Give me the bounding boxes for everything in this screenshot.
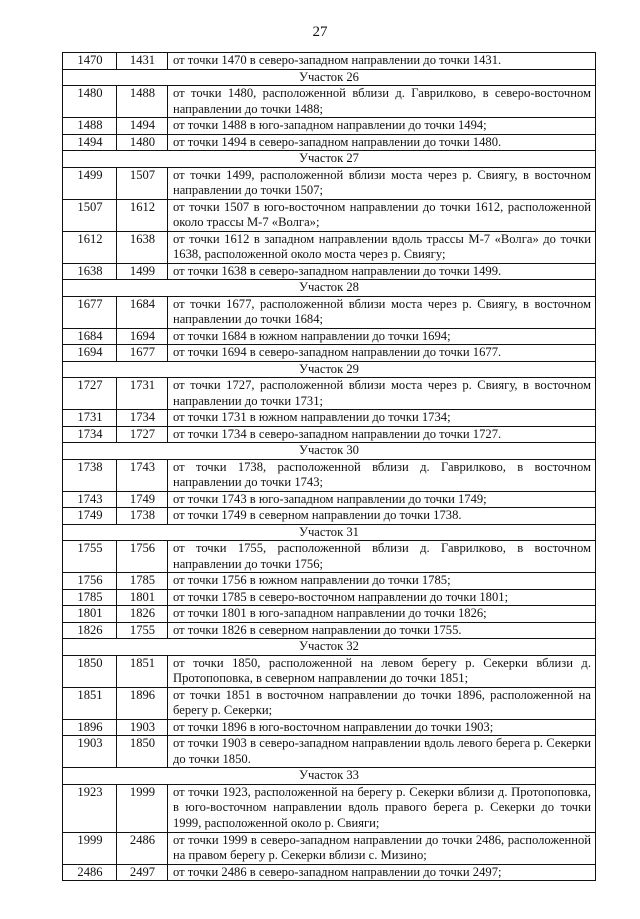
route-description-cell: от точки 1731 в южном направлении до точки 1734;: [168, 410, 596, 427]
from-point-cell: 1499: [63, 167, 117, 199]
table-row: [63, 410, 596, 427]
to-point-cell: 1756: [117, 541, 168, 573]
to-point-cell: 1431: [117, 53, 168, 70]
table-row: [63, 118, 596, 135]
section-header-row: [63, 151, 596, 168]
to-point-cell: 1488: [117, 86, 168, 118]
to-point-cell: 1785: [117, 573, 168, 590]
from-point-cell: 1850: [63, 655, 117, 687]
table-row: [63, 167, 596, 199]
table-row: [63, 459, 596, 491]
to-point-cell: 1499: [117, 263, 168, 280]
from-point-cell: 1785: [63, 589, 117, 606]
to-point-cell: 1801: [117, 589, 168, 606]
to-point-cell: 1826: [117, 606, 168, 623]
section-title: Участок 32: [63, 639, 596, 656]
route-description-cell: от точки 1684 в южном направлении до точки 1694;: [168, 328, 596, 345]
route-description-cell: от точки 1727, расположенной вблизи моста через р. Свиягу, в восточном направлении до точки 1731;: [168, 378, 596, 410]
route-description-cell: от точки 1734 в северо-западном направлении до точки 1727.: [168, 426, 596, 443]
to-point-cell: 1850: [117, 736, 168, 768]
to-point-cell: 1694: [117, 328, 168, 345]
table-row: [63, 864, 596, 881]
route-description-cell: от точки 1999 в северо-западном направлении до точки 2486, расположенной на правом берегу р. Секерки вблизи с. Мизино;: [168, 832, 596, 864]
table-row: [63, 784, 596, 832]
route-description-cell: от точки 1694 в северо-западном направлении до точки 1677.: [168, 345, 596, 362]
from-point-cell: 1734: [63, 426, 117, 443]
from-point-cell: 1738: [63, 459, 117, 491]
table-row: [63, 687, 596, 719]
section-title: Участок 30: [63, 443, 596, 460]
to-point-cell: 1677: [117, 345, 168, 362]
route-description-cell: от точки 1499, расположенной вблизи моста через р. Свиягу, в восточном направлении до точки 1507;: [168, 167, 596, 199]
route-description-cell: от точки 1480, расположенной вблизи д. Гаврилково, в северо-восточном направлении до точки 1488;: [168, 86, 596, 118]
from-point-cell: 1999: [63, 832, 117, 864]
route-description-cell: от точки 2486 в северо-западном направлении до точки 2497;: [168, 864, 596, 881]
from-point-cell: 2486: [63, 864, 117, 881]
table-row: [63, 378, 596, 410]
from-point-cell: 1749: [63, 508, 117, 525]
table-row: [63, 199, 596, 231]
section-header-row: [63, 443, 596, 460]
from-point-cell: 1743: [63, 491, 117, 508]
table-row: [63, 263, 596, 280]
route-description-cell: от точки 1851 в восточном направлении до точки 1896, расположенной на берегу р. Секерки;: [168, 687, 596, 719]
section-header-row: [63, 768, 596, 785]
to-point-cell: 1999: [117, 784, 168, 832]
table-row: [63, 719, 596, 736]
from-point-cell: 1638: [63, 263, 117, 280]
from-point-cell: 1731: [63, 410, 117, 427]
from-point-cell: 1923: [63, 784, 117, 832]
route-description-cell: от точки 1801 в юго-западном направлении до точки 1826;: [168, 606, 596, 623]
section-header-row: [63, 280, 596, 297]
route-description-cell: от точки 1743 в юго-западном направлении до точки 1749;: [168, 491, 596, 508]
to-point-cell: 1507: [117, 167, 168, 199]
route-description-cell: от точки 1749 в северном направлении до точки 1738.: [168, 508, 596, 525]
from-point-cell: 1896: [63, 719, 117, 736]
to-point-cell: 1727: [117, 426, 168, 443]
table-row: [63, 426, 596, 443]
table-row: [63, 231, 596, 263]
to-point-cell: 1734: [117, 410, 168, 427]
table-row: [63, 345, 596, 362]
route-description-cell: от точки 1494 в северо-западном направлении до точки 1480.: [168, 134, 596, 151]
route-description-cell: от точки 1826 в северном направлении до точки 1755.: [168, 622, 596, 639]
section-title: Участок 28: [63, 280, 596, 297]
from-point-cell: 1684: [63, 328, 117, 345]
section-header-row: [63, 69, 596, 86]
from-point-cell: 1694: [63, 345, 117, 362]
from-point-cell: 1480: [63, 86, 117, 118]
to-point-cell: 1743: [117, 459, 168, 491]
table-row: [63, 541, 596, 573]
section-title: Участок 29: [63, 361, 596, 378]
table-row: [63, 606, 596, 623]
route-description-cell: от точки 1756 в южном направлении до точки 1785;: [168, 573, 596, 590]
to-point-cell: 1851: [117, 655, 168, 687]
from-point-cell: 1755: [63, 541, 117, 573]
to-point-cell: 1738: [117, 508, 168, 525]
page-number: 27: [312, 24, 328, 40]
table-row: [63, 328, 596, 345]
route-description-cell: от точки 1903 в северо-западном направлении вдоль левого берега р. Секерки до точки 1850.: [168, 736, 596, 768]
table-row: [63, 622, 596, 639]
route-description-cell: от точки 1677, расположенной вблизи моста через р. Свиягу, в восточном направлении до точки 1684;: [168, 296, 596, 328]
table-row: [63, 296, 596, 328]
table-row: [63, 53, 596, 70]
to-point-cell: 1480: [117, 134, 168, 151]
table-row: [63, 832, 596, 864]
table-body: [63, 53, 596, 881]
table-row: [63, 134, 596, 151]
from-point-cell: 1727: [63, 378, 117, 410]
from-point-cell: 1801: [63, 606, 117, 623]
from-point-cell: 1677: [63, 296, 117, 328]
from-point-cell: 1488: [63, 118, 117, 135]
route-description-cell: от точки 1850, расположенной на левом берегу р. Секерки вблизи д. Протопоповка, в северном направлении до точки 1851;: [168, 655, 596, 687]
section-header-row: [63, 361, 596, 378]
route-description-cell: от точки 1507 в юго-восточном направлении до точки 1612, расположенной около трассы М-7 «Волга»;: [168, 199, 596, 231]
to-point-cell: 1755: [117, 622, 168, 639]
from-point-cell: 1494: [63, 134, 117, 151]
route-description-cell: от точки 1755, расположенной вблизи д. Гаврилково, в восточном направлении до точки 1756;: [168, 541, 596, 573]
table-row: [63, 655, 596, 687]
route-description-cell: от точки 1638 в северо-западном направлении до точки 1499.: [168, 263, 596, 280]
from-point-cell: 1470: [63, 53, 117, 70]
to-point-cell: 1612: [117, 199, 168, 231]
from-point-cell: 1851: [63, 687, 117, 719]
to-point-cell: 1731: [117, 378, 168, 410]
route-description-cell: от точки 1612 в западном направлении вдоль трассы М-7 «Волга» до точки 1638, расположенной около моста через р. Свиягу;: [168, 231, 596, 263]
table-row: [63, 736, 596, 768]
table-row: [63, 86, 596, 118]
from-point-cell: 1826: [63, 622, 117, 639]
route-description-cell: от точки 1923, расположенной на берегу р. Секерки вблизи д. Протопоповка, в юго-восточном направлении вдоль правого берега р. Секерки до точки 1999, расположенной около р. Свияги;: [168, 784, 596, 832]
to-point-cell: 1896: [117, 687, 168, 719]
from-point-cell: 1756: [63, 573, 117, 590]
to-point-cell: 2486: [117, 832, 168, 864]
from-point-cell: 1612: [63, 231, 117, 263]
route-description-cell: от точки 1488 в юго-западном направлении до точки 1494;: [168, 118, 596, 135]
section-header-row: [63, 639, 596, 656]
table-row: [63, 508, 596, 525]
route-description-cell: от точки 1470 в северо-западном направлении до точки 1431.: [168, 53, 596, 70]
section-title: Участок 26: [63, 69, 596, 86]
to-point-cell: 1684: [117, 296, 168, 328]
to-point-cell: 2497: [117, 864, 168, 881]
to-point-cell: 1494: [117, 118, 168, 135]
section-title: Участок 31: [63, 524, 596, 541]
table-row: [63, 573, 596, 590]
section-title: Участок 33: [63, 768, 596, 785]
route-description-cell: от точки 1738, расположенной вблизи д. Гаврилково, в восточном направлении до точки 1743;: [168, 459, 596, 491]
boundary-description-table: [62, 52, 596, 881]
table-row: [63, 491, 596, 508]
table-row: [63, 589, 596, 606]
route-description-cell: от точки 1896 в юго-восточном направлении до точки 1903;: [168, 719, 596, 736]
section-header-row: [63, 524, 596, 541]
route-description-cell: от точки 1785 в северо-восточном направлении до точки 1801;: [168, 589, 596, 606]
to-point-cell: 1749: [117, 491, 168, 508]
section-title: Участок 27: [63, 151, 596, 168]
from-point-cell: 1903: [63, 736, 117, 768]
to-point-cell: 1638: [117, 231, 168, 263]
to-point-cell: 1903: [117, 719, 168, 736]
from-point-cell: 1507: [63, 199, 117, 231]
